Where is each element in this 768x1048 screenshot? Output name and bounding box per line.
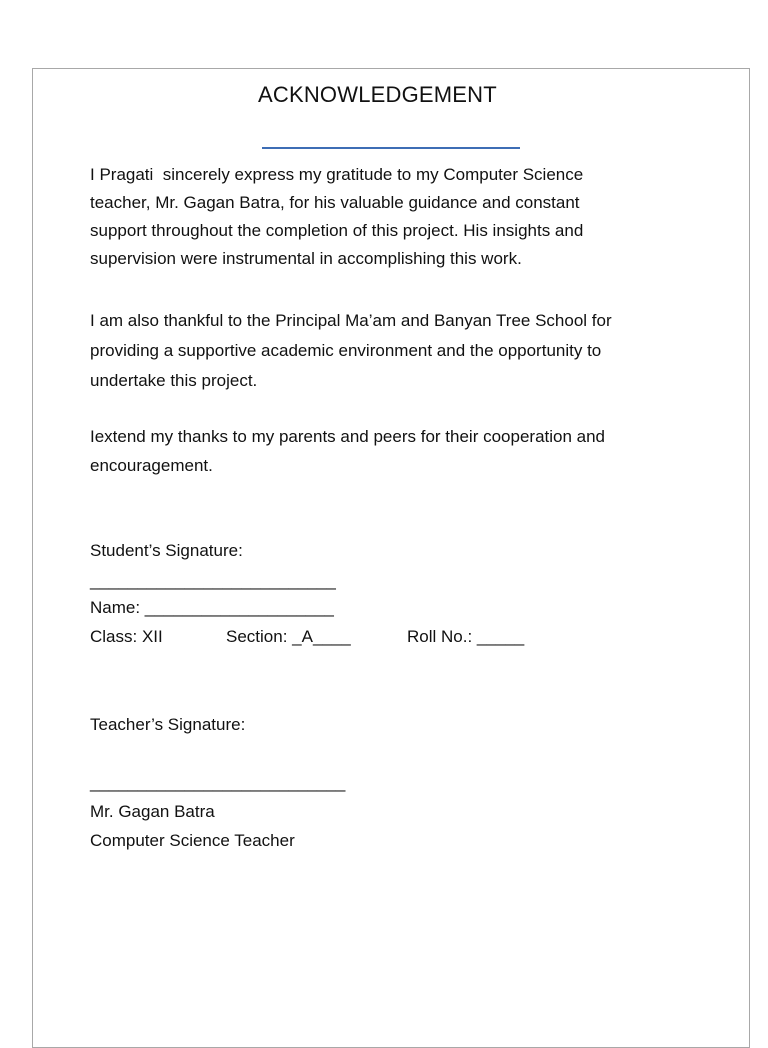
thanks-paragraph [90,422,690,480]
paragraph-line: undertake this project. [90,371,258,390]
class-field: Class: XII [90,627,163,646]
principal-paragraph [90,306,690,396]
paragraph-line: providing a supportive academic environment and the opportunity to [90,341,602,360]
student-name-field: Name: ____________________ [90,598,334,617]
teacher-signature-label: Teacher’s Signature: [90,715,246,734]
gratitude-paragraph [90,161,690,273]
section-field: Section: _A____ [226,627,351,646]
teacher-name: Mr. Gagan Batra [90,802,215,821]
paragraph-line: Iextend my thanks to my parents and peers for their cooperation and [90,427,606,446]
paragraph-line: I am also thankful to the Principal Ma’am and Banyan Tree School for [90,311,612,330]
student-signature-label: Student’s Signature: [90,541,243,560]
roll-number-field: Roll No.: _____ [407,627,525,646]
paragraph-line: teacher, Mr. Gagan Batra, for his valuable guidance and constant [90,193,580,212]
teacher-designation: Computer Science Teacher [90,831,295,850]
page-title: ACKNOWLEDGEMENT [258,82,497,107]
paragraph-line: I Pragati sincerely express my gratitude to my Computer Science [90,165,584,184]
paragraph-line: supervision were instrumental in accomplishing this work. [90,249,522,268]
title-underline [262,147,520,149]
paragraph-line: encouragement. [90,456,213,475]
student-signature-line: __________________________ [90,571,336,590]
paragraph-line: support throughout the completion of this project. His insights and [90,221,584,240]
teacher-signature-line: ___________________________ [90,773,346,792]
